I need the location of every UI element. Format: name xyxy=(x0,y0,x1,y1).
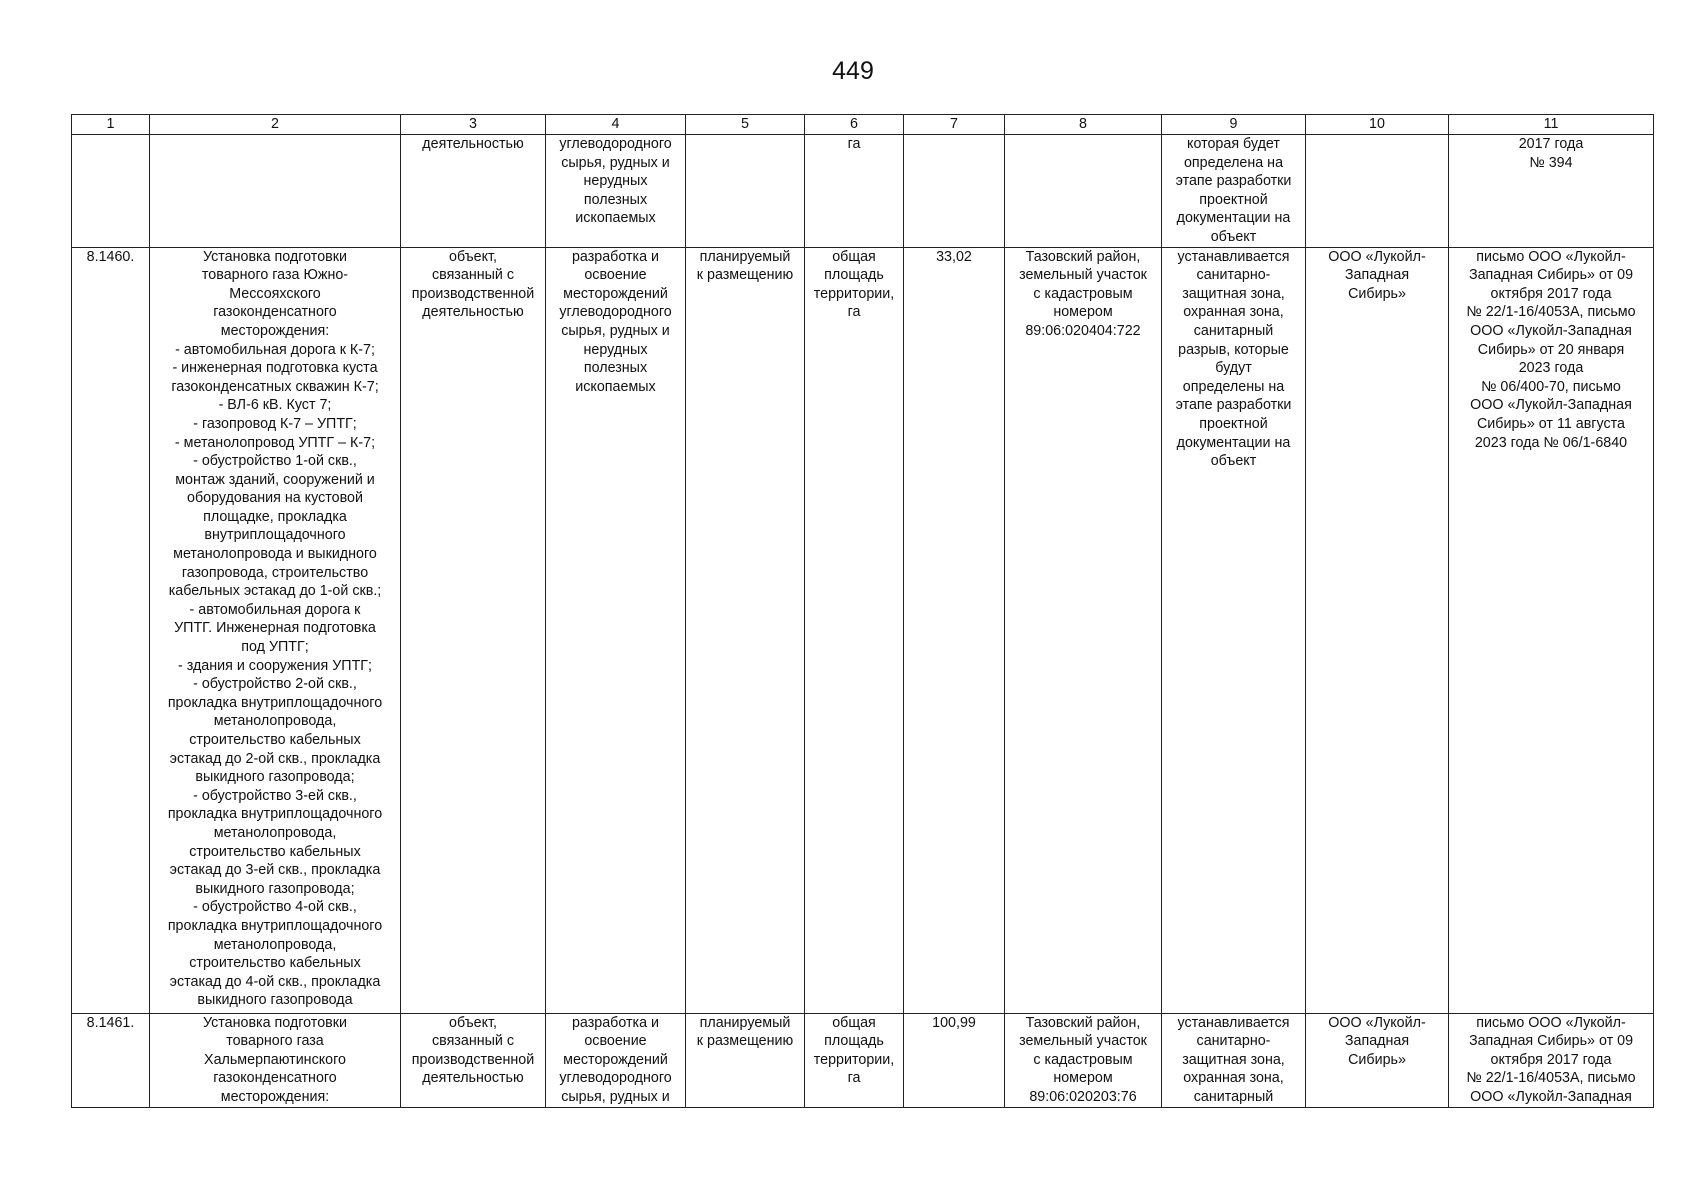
table-cell: общая площадь территории, га xyxy=(805,247,904,1013)
column-header: 6 xyxy=(805,115,904,135)
column-header: 11 xyxy=(1449,115,1654,135)
table-cell: 8.1461. xyxy=(72,1013,150,1107)
table-cell: которая будет определена на этапе разработки проектной документации на объект xyxy=(1162,135,1306,248)
table-row xyxy=(72,1013,1654,1107)
table-cell: Установка подготовки товарного газа Хальмерпаютинского газоконденсатного месторождения: xyxy=(150,1013,401,1107)
column-header: 10 xyxy=(1306,115,1449,135)
table-cell: разработка и освоение месторождений углеводородного сырья, рудных и нерудных полезных ископаемых xyxy=(546,247,686,1013)
table-cell xyxy=(150,135,401,248)
table-cell: га xyxy=(805,135,904,248)
column-header: 2 xyxy=(150,115,401,135)
table-cell: устанавливается санитарно- защитная зона, охранная зона, санитарный разрыв, которые будут определены на этапе разработки проектной документации на объект xyxy=(1162,247,1306,1013)
table-cell: углеводородного сырья, рудных и нерудных полезных ископаемых xyxy=(546,135,686,248)
column-header: 5 xyxy=(686,115,805,135)
table-cell: Тазовский район, земельный участок с кадастровым номером 89:06:020203:76 xyxy=(1005,1013,1162,1107)
page-number: 449 xyxy=(832,57,874,85)
column-header: 7 xyxy=(904,115,1005,135)
table-cell: 2017 года № 394 xyxy=(1449,135,1654,248)
table-cell: Тазовский район, земельный участок с кадастровым номером 89:06:020404:722 xyxy=(1005,247,1162,1013)
table-cell: объект, связанный с производственной деятельностью xyxy=(401,247,546,1013)
table-cell: деятельностью xyxy=(401,135,546,248)
table-cell: ООО «Лукойл- Западная Сибирь» xyxy=(1306,247,1449,1013)
column-header: 1 xyxy=(72,115,150,135)
table-cell xyxy=(686,135,805,248)
column-header: 4 xyxy=(546,115,686,135)
table-cell: планируемый к размещению xyxy=(686,247,805,1013)
table-row xyxy=(72,135,1654,248)
table-cell xyxy=(1005,135,1162,248)
table-row xyxy=(72,247,1654,1013)
registry-table xyxy=(71,114,1654,1108)
table-cell: 100,99 xyxy=(904,1013,1005,1107)
column-header: 9 xyxy=(1162,115,1306,135)
header-row xyxy=(72,115,1654,135)
column-header: 3 xyxy=(401,115,546,135)
table-cell: 33,02 xyxy=(904,247,1005,1013)
table-cell: Установка подготовки товарного газа Южно- Мессояхского газоконденсатного месторождения: - автомобильная дорога к К-7; - инженерная подготовка куста газоконденсатных скважин К-7; - ВЛ-6 кВ. Куст 7; - газопровод К-7 – УПТГ; - метанолопровод УПТГ – К-7; - обустройство 1-ой скв., монтаж зданий, сооружений и оборудования на кустовой площадке, прокладка внутриплощадочного метанолопровода и выкидного газопровода, строительство кабельных эстакад до 1-ой скв.; - автомобильная дорога к УПТГ. Инженерная подготовка под УПТГ; - здания и сооружения УПТГ; - обустройство 2-ой скв., прокладка внутриплощадочного метанолопровода, строительство кабельных эстакад до 2-ой скв., прокладка выкидного газопровода; - обустройство 3-ей скв., прокладка внутриплощадочного метанолопровода, строительство кабельных эстакад до 3-ей скв., прокладка выкидного газопровода; - обустройство 4-ой скв., прокладка внутриплощадочного метанолопровода, строительство кабельных эстакад до 4-ой скв., прокладка выкидного газопровода xyxy=(150,247,401,1013)
table-cell: письмо ООО «Лукойл- Западная Сибирь» от 09 октября 2017 года № 22/1-16/4053А, письмо ООО «Лукойл-Западная Сибирь» от 20 января 2023 года № 06/400-70, письмо ООО «Лукойл-Западная Сибирь» от 11 августа 2023 года № 06/1-6840 xyxy=(1449,247,1654,1013)
table-cell: объект, связанный с производственной деятельностью xyxy=(401,1013,546,1107)
table-cell xyxy=(72,135,150,248)
table-cell: общая площадь территории, га xyxy=(805,1013,904,1107)
table-cell: письмо ООО «Лукойл- Западная Сибирь» от 09 октября 2017 года № 22/1-16/4053А, письмо ООО «Лукойл-Западная xyxy=(1449,1013,1654,1107)
table-cell xyxy=(904,135,1005,248)
column-header: 8 xyxy=(1005,115,1162,135)
table-cell: планируемый к размещению xyxy=(686,1013,805,1107)
table-cell: ООО «Лукойл- Западная Сибирь» xyxy=(1306,1013,1449,1107)
table-cell: 8.1460. xyxy=(72,247,150,1013)
table-cell: разработка и освоение месторождений углеводородного сырья, рудных и xyxy=(546,1013,686,1107)
table-cell xyxy=(1306,135,1449,248)
table-cell: устанавливается санитарно- защитная зона, охранная зона, санитарный xyxy=(1162,1013,1306,1107)
